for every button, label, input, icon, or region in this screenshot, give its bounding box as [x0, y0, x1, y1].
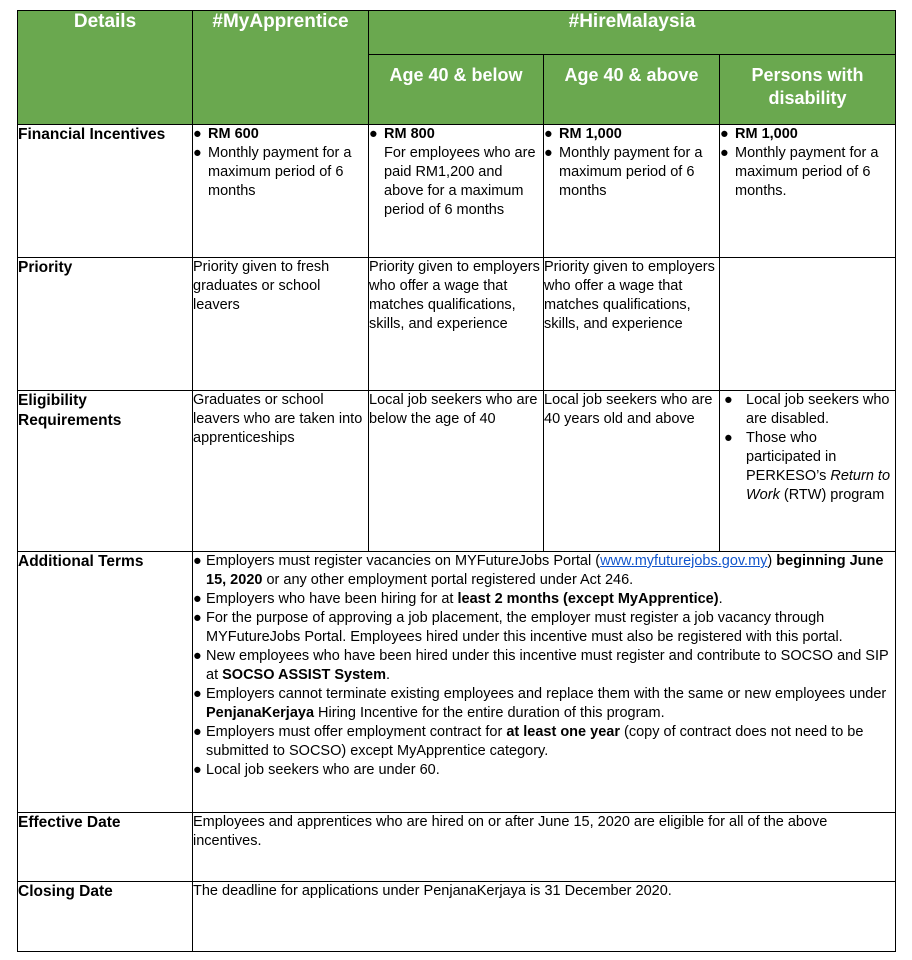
bullet-icon: ●: [724, 392, 733, 408]
amount: RM 1,000: [559, 126, 622, 142]
term-item: [193, 723, 895, 761]
bold-text: SOCSO ASSIST System: [222, 667, 386, 683]
text-part: Employers cannot terminate existing employees and replace them with the same or new employees under: [206, 686, 887, 702]
cell-financial-age-below: [369, 125, 544, 258]
bullet-icon: ●: [193, 724, 202, 740]
description: Monthly payment for a maximum period of 6 months: [559, 145, 703, 199]
row-additional: [18, 552, 896, 813]
term-item: [193, 609, 895, 647]
description: For employees who are paid RM1,200 and above for a maximum period of 6 months: [384, 145, 536, 218]
term-item: [193, 685, 895, 723]
row-label-closing: Closing Date: [18, 882, 193, 952]
cell-closing-date: The deadline for applications under PenjanaKerjaya is 31 December 2020.: [193, 882, 896, 952]
amount: RM 800: [384, 126, 435, 142]
bullet-icon: ●: [369, 126, 378, 142]
cell-additional-terms: [193, 552, 896, 813]
cell-priority-disability: [720, 258, 896, 391]
bullet-icon: ●: [193, 610, 202, 626]
text-part: .: [718, 591, 723, 607]
row-label-additional: Additional Terms: [18, 552, 193, 813]
cell-financial-myapprentice: [193, 125, 369, 258]
cell-eligibility-disability: [720, 391, 896, 552]
cell-priority-age-above: Priority given to employers who offer a wage that matches qualifications, skills, and experience: [544, 258, 720, 391]
row-priority: [18, 258, 896, 391]
text-part: New employees who have been hired under this incentive must register and contribute to SOCSO and SIP at: [206, 648, 889, 683]
text-part: ): [767, 553, 777, 569]
text-part: Employers must register vacancies on MYFutureJobs Portal (: [206, 553, 601, 569]
bullet-icon: ●: [544, 145, 553, 161]
cell-priority-myapprentice: Priority given to fresh graduates or school leavers: [193, 258, 369, 391]
row-label-eligibility: Eligibility Requirements: [18, 391, 193, 552]
header-disability: Persons with disability: [720, 55, 896, 125]
term-item: [193, 552, 895, 590]
bold-text: beginning June 15, 2020: [206, 553, 884, 588]
text-part: Employers must offer employment contract for: [206, 724, 507, 740]
text-part: Local job seekers who are under 60.: [206, 762, 440, 778]
amount: RM 1,000: [735, 126, 798, 142]
header-details: Details: [18, 11, 193, 125]
text-part: or any other employment portal registered under Act 246.: [262, 572, 634, 588]
bold-text: PenjanaKerjaya: [206, 705, 315, 721]
cell-effective-date: Employees and apprentices who are hired on or after June 15, 2020 are eligible for all of the above incentives.: [193, 813, 896, 882]
row-closing: [18, 882, 896, 952]
text-part: .: [385, 667, 391, 683]
term-item: [193, 761, 895, 780]
cell-financial-disability: [720, 125, 896, 258]
amount: RM 600: [208, 126, 259, 142]
bullet-icon: ●: [544, 126, 553, 142]
text-part: (copy of contract does not need to be submitted to SOCSO) except MyApprentice category.: [206, 724, 864, 759]
bullet-icon: ●: [193, 591, 202, 607]
bullet-icon: ●: [193, 553, 202, 569]
text-part: Those who participated in PERKESO’s: [746, 430, 837, 484]
description: Monthly payment for a maximum period of 6 months.: [735, 145, 879, 199]
bullet-icon: ●: [193, 145, 202, 161]
bullet-icon: ●: [720, 145, 729, 161]
italic-text: Return to Work: [746, 468, 891, 503]
cell-priority-age-below: Priority given to employers who offer a wage that matches qualifications, skills, and experience: [369, 258, 544, 391]
incentive-table: [17, 10, 896, 952]
cell-financial-age-above: [544, 125, 720, 258]
bold-text: least 2 months (except MyApprentice): [457, 591, 719, 607]
term-item: [193, 590, 895, 609]
row-effective: [18, 813, 896, 882]
cell-eligibility-age-below: Local job seekers who are below the age of 40: [369, 391, 544, 552]
bullet-icon: ●: [193, 126, 202, 142]
bullet-icon: ●: [720, 126, 729, 142]
eligibility-item: Local job seekers who are disabled.: [746, 392, 890, 427]
text-part: (RTW) program: [779, 487, 885, 503]
bold-text: at least one year: [506, 724, 620, 740]
bullet-icon: ●: [724, 430, 733, 446]
row-label-financial: Financial Incentives: [18, 125, 193, 258]
bullet-icon: ●: [193, 648, 202, 664]
cell-eligibility-myapprentice: Graduates or school leavers who are taken into apprenticeships: [193, 391, 369, 552]
header-age-above: Age 40 & above: [544, 55, 720, 125]
header-hiremalaysia: #HireMalaysia: [369, 11, 896, 55]
text-part: Hiring Incentive for the entire duration of this program.: [314, 705, 665, 721]
row-eligibility: [18, 391, 896, 552]
bullet-icon: ●: [193, 762, 202, 778]
bullet-icon: ●: [193, 686, 202, 702]
row-financial: [18, 125, 896, 258]
term-item: [193, 647, 895, 685]
text-part: Employers who have been hiring for at: [206, 591, 458, 607]
myfuturejobs-link[interactable]: www.myfuturejobs.gov.my: [600, 553, 768, 569]
row-label-priority: Priority: [18, 258, 193, 391]
description: Monthly payment for a maximum period of 6 months: [208, 145, 352, 199]
header-age-below: Age 40 & below: [369, 55, 544, 125]
row-label-effective: Effective Date: [18, 813, 193, 882]
header-myapprentice: #MyApprentice: [193, 11, 369, 125]
cell-eligibility-age-above: Local job seekers who are 40 years old and above: [544, 391, 720, 552]
text-part: For the purpose of approving a job placement, the employer must register a job vacancy through MYFutureJobs Portal. Employees hired under this incentive must also be registered with this portal.: [206, 610, 843, 645]
eligibility-item: [746, 429, 895, 505]
